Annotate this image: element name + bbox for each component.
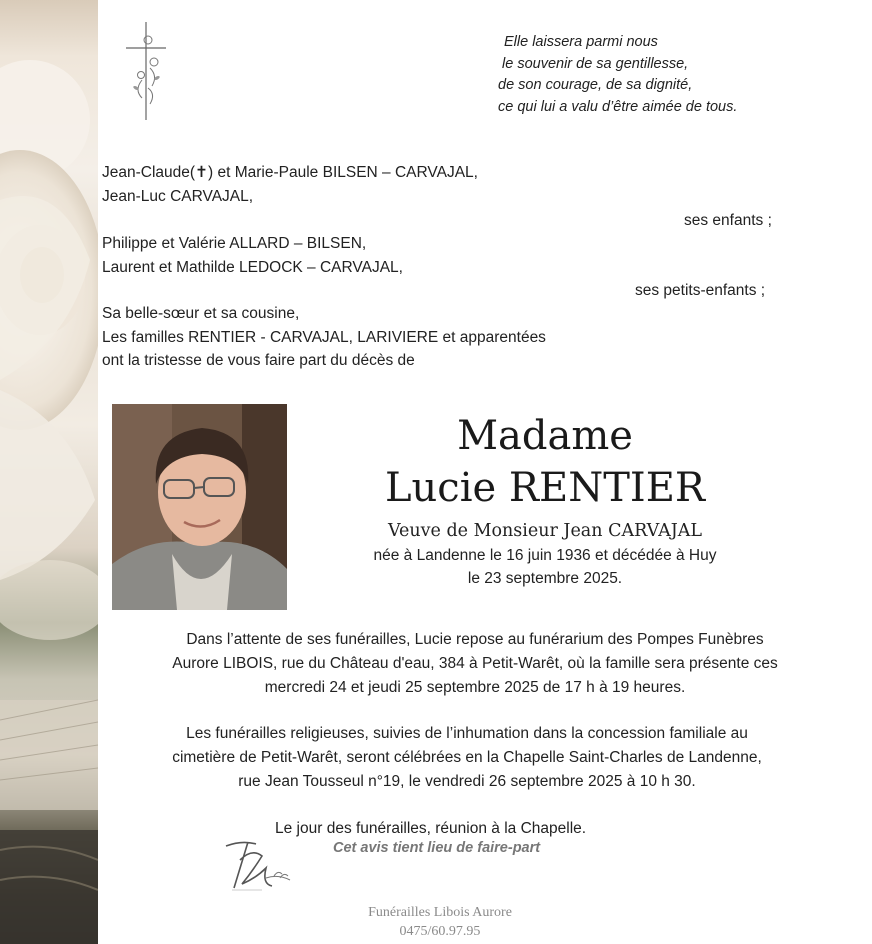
rose-book-illustration [0, 0, 98, 944]
family-line-1: Jean-Claude(✝) et Marie-Paule BILSEN – CARVAJAL, [102, 164, 478, 181]
poem-line: Elle laissera parmi nous [504, 34, 658, 50]
cross-with-roses-icon [124, 20, 168, 129]
faire-part-note: Cet avis tient lieu de faire-part [333, 840, 541, 856]
ceremony-line: rue Jean Tousseul n°19, le vendredi 26 septembre 2025 à 10 h 30. [238, 773, 696, 790]
side-decoration-rose-book [0, 0, 98, 944]
ceremony-line: cimetière de Petit-Warêt, seront célébrées en la Chapelle Saint-Charles de Landenne, [172, 749, 762, 766]
footer-phone: 0475/60.97.95 [399, 924, 481, 939]
family-line-4: Laurent et Mathilde LEDOCK – CARVAJAL, [102, 259, 403, 276]
deceased-name-block [330, 410, 760, 590]
honorific: Madame [457, 413, 633, 459]
grandchildren-label: ses petits-enfants ; [635, 282, 766, 299]
funerarium-line: Dans l’attente de ses funérailles, Lucie repose au funérarium des Pompes Funèbres [186, 631, 764, 648]
children-label: ses enfants ; [684, 212, 772, 229]
funerarium-paragraph [100, 628, 850, 700]
birth-death-line-1: née à Landenne le 16 juin 1936 et décédée à Huy [373, 547, 717, 564]
ceremony-line: Les funérailles religieuses, suivies de l’inhumation dans la concession familiale au [186, 725, 748, 742]
portrait-photo [112, 404, 287, 610]
family-line-5: Sa belle-sœur et sa cousine, [102, 305, 300, 322]
funerarium-line: mercredi 24 et jeudi 25 septembre 2025 de 17 h à 19 heures. [264, 679, 686, 696]
poem-line: le souvenir de sa gentillesse, [502, 55, 689, 72]
reunion-text: Le jour des funérailles, réunion à la Chapelle. [275, 820, 587, 837]
ceremony-paragraph [92, 722, 842, 794]
family-line-2: Jean-Luc CARVAJAL, [102, 188, 254, 205]
family-line-3: Philippe et Valérie ALLARD – BILSEN, [102, 235, 367, 252]
deceased-name: Lucie RENTIER [384, 465, 706, 511]
birth-death-line-2: le 23 septembre 2025. [467, 570, 623, 587]
funerarium-line: Aurore LIBOIS, rue du Château d'eau, 384 à Petit-Warêt, où la famille sera présente ces [172, 655, 778, 672]
family-line-6: Les familles RENTIER - CARVAJAL, LARIVIERE et apparentées [102, 329, 546, 346]
funeral-home-logo-icon [222, 838, 294, 903]
poem-line: de son courage, de sa dignité, [498, 77, 693, 93]
poem-line: ce qui lui a valu d’être aimée de tous. [498, 98, 738, 115]
poem-quote [498, 32, 737, 118]
family-line-7: ont la tristesse de vous faire part du décès de [102, 352, 415, 369]
widow-of: Veuve de Monsieur Jean CARVAJAL [387, 521, 703, 541]
footer-company: Funérailles Libois Aurore [368, 905, 512, 920]
